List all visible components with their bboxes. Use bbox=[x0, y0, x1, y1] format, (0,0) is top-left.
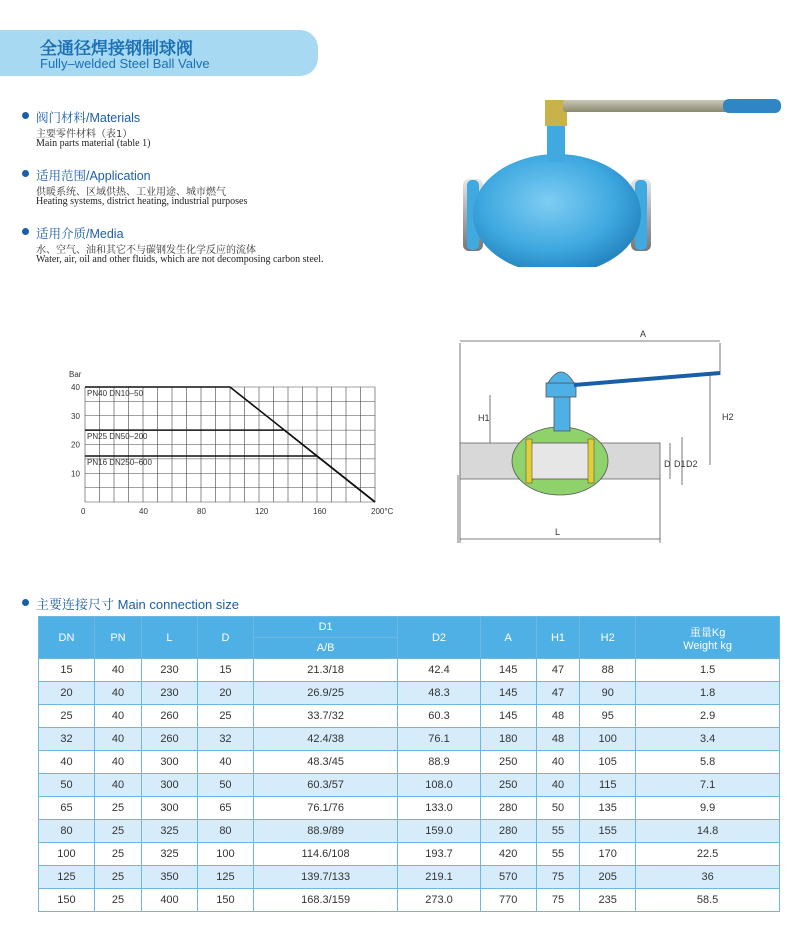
table-cell: 80 bbox=[39, 820, 95, 843]
header-h1: H1 bbox=[536, 617, 580, 659]
table-cell: 1.8 bbox=[636, 682, 780, 705]
table-cell: 25 bbox=[94, 889, 141, 912]
dim-label-l: L bbox=[555, 527, 561, 537]
table-cell: 88.9/89 bbox=[253, 820, 397, 843]
series-label-1: PN40 DN10–50 bbox=[87, 389, 144, 398]
table-cell: 145 bbox=[480, 705, 536, 728]
y-tick-label: 10 bbox=[71, 469, 80, 479]
table-cell: 3.4 bbox=[636, 728, 780, 751]
table-cell: 20 bbox=[39, 682, 95, 705]
section-text-cn: 水、空气、油和其它不与碳钢发生化学反应的流体 bbox=[36, 245, 256, 256]
table-cell: 260 bbox=[142, 728, 198, 751]
x-tick-label: 40 bbox=[139, 507, 148, 516]
table-cell: 205 bbox=[580, 866, 636, 889]
table-cell: 5.8 bbox=[636, 751, 780, 774]
table-cell: 25 bbox=[94, 820, 141, 843]
table-cell: 26.9/25 bbox=[253, 682, 397, 705]
table-cell: 40 bbox=[94, 659, 141, 682]
x-tick-label: 80 bbox=[197, 507, 206, 516]
table-cell: 20 bbox=[197, 682, 253, 705]
table-cell: 48 bbox=[536, 728, 580, 751]
table-cell: 48.3/45 bbox=[253, 751, 397, 774]
table-cell: 50 bbox=[536, 797, 580, 820]
table-cell: 75 bbox=[536, 889, 580, 912]
valve-neck bbox=[547, 122, 565, 162]
header-d: D bbox=[197, 617, 253, 659]
table-cell: 235 bbox=[580, 889, 636, 912]
table-cell: 15 bbox=[197, 659, 253, 682]
table-cell: 40 bbox=[94, 682, 141, 705]
table-cell: 90 bbox=[580, 682, 636, 705]
table-cell: 50 bbox=[197, 774, 253, 797]
table-cell: 58.5 bbox=[636, 889, 780, 912]
table-cell: 108.0 bbox=[398, 774, 480, 797]
table-cell: 139.7/133 bbox=[253, 866, 397, 889]
table-row bbox=[39, 659, 780, 682]
header-d1: D1 bbox=[253, 617, 397, 638]
table-row bbox=[39, 866, 780, 889]
table-cell: 325 bbox=[142, 820, 198, 843]
bullet-icon bbox=[22, 112, 29, 119]
table-cell: 32 bbox=[197, 728, 253, 751]
section-text-cn: 供暖系统、区域供热、工业用途、城市燃气 bbox=[36, 187, 226, 198]
x-tick-label: 160 bbox=[313, 507, 327, 516]
drawing-stem bbox=[554, 395, 570, 431]
table-cell: 40 bbox=[197, 751, 253, 774]
table-cell: 168.3/159 bbox=[253, 889, 397, 912]
table-cell: 300 bbox=[142, 797, 198, 820]
bullet-icon bbox=[22, 228, 29, 235]
table-cell: 350 bbox=[142, 866, 198, 889]
table-cell: 135 bbox=[580, 797, 636, 820]
table-cell: 100 bbox=[580, 728, 636, 751]
table-row bbox=[39, 728, 780, 751]
table-cell: 2.9 bbox=[636, 705, 780, 728]
table-cell: 100 bbox=[39, 843, 95, 866]
y-tick-label: 40 bbox=[71, 383, 80, 392]
table-cell: 48 bbox=[536, 705, 580, 728]
table-cell: 25 bbox=[94, 843, 141, 866]
x-tick-label: 200°C bbox=[371, 507, 394, 516]
table-cell: 60.3/57 bbox=[253, 774, 397, 797]
table-cell: 48.3 bbox=[398, 682, 480, 705]
table-cell: 14.8 bbox=[636, 820, 780, 843]
table-cell: 280 bbox=[480, 797, 536, 820]
table-cell: 400 bbox=[142, 889, 198, 912]
table-cell: 55 bbox=[536, 843, 580, 866]
table-cell: 9.9 bbox=[636, 797, 780, 820]
table-cell: 40 bbox=[94, 774, 141, 797]
table-cell: 155 bbox=[580, 820, 636, 843]
y-tick-label: 30 bbox=[71, 411, 80, 421]
header-weight bbox=[636, 617, 780, 659]
table-cell: 40 bbox=[94, 751, 141, 774]
section-heading: 适用范围/Application bbox=[36, 169, 151, 183]
table-cell: 250 bbox=[480, 751, 536, 774]
table-cell: 420 bbox=[480, 843, 536, 866]
table-cell: 159.0 bbox=[398, 820, 480, 843]
table-cell: 570 bbox=[480, 866, 536, 889]
table-cell: 47 bbox=[536, 682, 580, 705]
table-cell: 88 bbox=[580, 659, 636, 682]
table-cell: 133.0 bbox=[398, 797, 480, 820]
table-cell: 36 bbox=[636, 866, 780, 889]
table-cell: 125 bbox=[197, 866, 253, 889]
header-pn: PN bbox=[94, 617, 141, 659]
table-cell: 25 bbox=[94, 797, 141, 820]
table-cell: 150 bbox=[39, 889, 95, 912]
table-cell: 80 bbox=[197, 820, 253, 843]
table-cell: 125 bbox=[39, 866, 95, 889]
table-cell: 180 bbox=[480, 728, 536, 751]
table-cell: 65 bbox=[39, 797, 95, 820]
table-cell: 22.5 bbox=[636, 843, 780, 866]
table-cell: 260 bbox=[142, 705, 198, 728]
section-text-en: Heating systems, district heating, industrial purposes bbox=[36, 196, 248, 207]
table-cell: 280 bbox=[480, 820, 536, 843]
table-cell: 50 bbox=[39, 774, 95, 797]
table-row bbox=[39, 705, 780, 728]
table-cell: 114.6/108 bbox=[253, 843, 397, 866]
table-cell: 76.1/76 bbox=[253, 797, 397, 820]
lever-grip bbox=[723, 99, 781, 113]
table-cell: 145 bbox=[480, 659, 536, 682]
table-cell: 40 bbox=[94, 728, 141, 751]
dim-label-d: D bbox=[664, 459, 671, 469]
table-cell: 65 bbox=[197, 797, 253, 820]
table-cell: 42.4 bbox=[398, 659, 480, 682]
table-cell: 55 bbox=[536, 820, 580, 843]
table-cell: 115 bbox=[580, 774, 636, 797]
table-cell: 88.9 bbox=[398, 751, 480, 774]
table-title: 主要连接尺寸 Main connection size bbox=[36, 597, 240, 612]
bullet-icon bbox=[22, 599, 29, 606]
dim-label-h1: H1 bbox=[478, 413, 490, 423]
table-cell: 60.3 bbox=[398, 705, 480, 728]
x-tick-label: 120 bbox=[255, 507, 269, 516]
table-cell: 40 bbox=[536, 774, 580, 797]
dim-label-d1: D1 bbox=[674, 459, 686, 469]
table-cell: 7.1 bbox=[636, 774, 780, 797]
table-row bbox=[39, 820, 780, 843]
y-tick-label: 20 bbox=[71, 440, 80, 450]
table-cell: 25 bbox=[39, 705, 95, 728]
dim-label-d2: D2 bbox=[686, 459, 698, 469]
page-title-en: Fully–welded Steel Ball Valve bbox=[40, 56, 210, 71]
table-row bbox=[39, 797, 780, 820]
table-cell: 75 bbox=[536, 866, 580, 889]
table-cell: 25 bbox=[197, 705, 253, 728]
header-a: A bbox=[480, 617, 536, 659]
section-heading: 适用介质/Media bbox=[36, 227, 124, 241]
table-row bbox=[39, 889, 780, 912]
table-cell: 47 bbox=[536, 659, 580, 682]
table-cell: 95 bbox=[580, 705, 636, 728]
header-d1-sub: A/B bbox=[253, 638, 397, 659]
table-cell: 250 bbox=[480, 774, 536, 797]
table-cell: 15 bbox=[39, 659, 95, 682]
table-cell: 1.5 bbox=[636, 659, 780, 682]
table-row bbox=[39, 682, 780, 705]
table-cell: 145 bbox=[480, 682, 536, 705]
table-row bbox=[39, 751, 780, 774]
valve-photo bbox=[455, 92, 795, 267]
table-cell: 42.4/38 bbox=[253, 728, 397, 751]
valve-body bbox=[473, 154, 641, 267]
table-cell: 33.7/32 bbox=[253, 705, 397, 728]
dim-label-h2: H2 bbox=[722, 412, 734, 422]
drawing-lever bbox=[574, 373, 720, 385]
series-label-3: PN16 DN250–600 bbox=[87, 458, 152, 467]
table-cell: 230 bbox=[142, 659, 198, 682]
table-cell: 40 bbox=[39, 751, 95, 774]
table-cell: 32 bbox=[39, 728, 95, 751]
bullet-icon bbox=[22, 170, 29, 177]
header-h2: H2 bbox=[580, 617, 636, 659]
y-axis-label: Bar bbox=[69, 370, 82, 379]
table-cell: 25 bbox=[94, 866, 141, 889]
valve-drawing bbox=[450, 325, 750, 550]
section-text-en: Main parts material (table 1) bbox=[36, 138, 151, 149]
table-cell: 105 bbox=[580, 751, 636, 774]
dim-label-a: A bbox=[640, 329, 647, 339]
table-cell: 21.3/18 bbox=[253, 659, 397, 682]
table-row bbox=[39, 843, 780, 866]
section-heading: 阀门材料/Materials bbox=[36, 111, 141, 125]
table-cell: 170 bbox=[580, 843, 636, 866]
table-cell: 300 bbox=[142, 751, 198, 774]
section-text-en: Water, air, oil and other fluids, which are not decomposing carbon steel. bbox=[36, 254, 324, 265]
table-cell: 230 bbox=[142, 682, 198, 705]
pressure-temperature-chart bbox=[60, 360, 400, 520]
table-cell: 219.1 bbox=[398, 866, 480, 889]
table-cell: 273.0 bbox=[398, 889, 480, 912]
table-cell: 770 bbox=[480, 889, 536, 912]
table-cell: 300 bbox=[142, 774, 198, 797]
table-cell: 325 bbox=[142, 843, 198, 866]
table-cell: 76.1 bbox=[398, 728, 480, 751]
header-d2: D2 bbox=[398, 617, 480, 659]
page-title-cn: 全通径焊接钢制球阀 bbox=[40, 39, 193, 59]
table-row bbox=[39, 774, 780, 797]
table-cell: 40 bbox=[536, 751, 580, 774]
table-cell: 193.7 bbox=[398, 843, 480, 866]
table-cell: 40 bbox=[94, 705, 141, 728]
header-weight-cn: 重量Kg bbox=[689, 626, 726, 639]
connection-size-table bbox=[38, 616, 780, 912]
header-dn: DN bbox=[39, 617, 95, 659]
header-weight-en: Weight kg bbox=[683, 639, 732, 652]
table-cell: 100 bbox=[197, 843, 253, 866]
x-tick-label: 0 bbox=[81, 507, 86, 516]
series-label-2: PN25 DN50–200 bbox=[87, 432, 148, 442]
header-l: L bbox=[142, 617, 198, 659]
table-cell: 150 bbox=[197, 889, 253, 912]
section-text-cn: 主要零件材料（表1） bbox=[36, 129, 133, 140]
